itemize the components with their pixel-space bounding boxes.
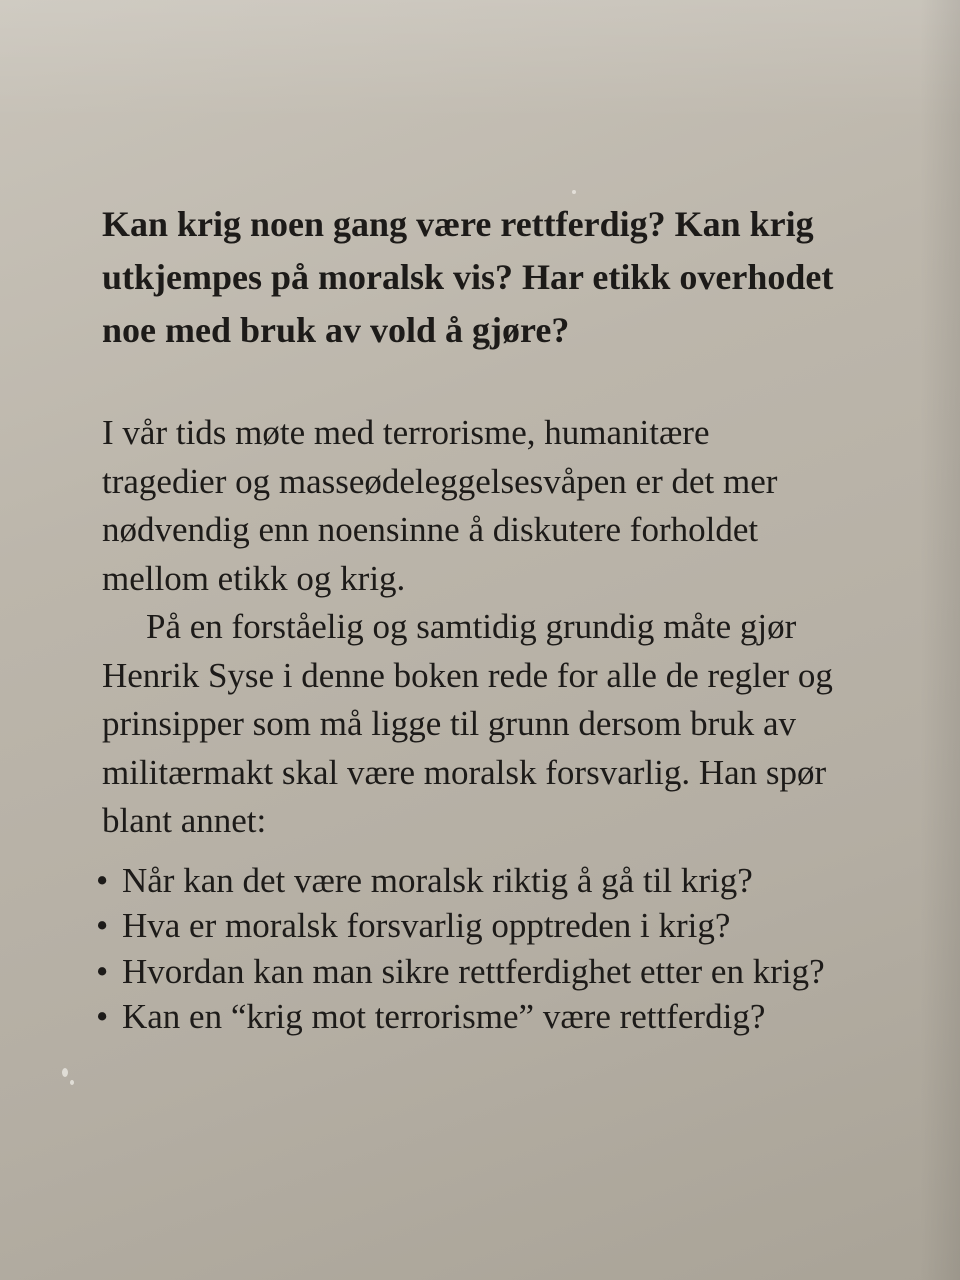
paper-shadow [920,0,960,1280]
list-item [96,949,922,995]
list-item-text: Hvordan kan man sikre rettferdighet etter en krig? [122,951,825,991]
paragraph-line: mellom etikk og krig. [102,558,406,598]
paragraph-intro [102,409,922,603]
paragraph-line: nødvendig enn noensinne å diskutere forholdet [102,510,759,549]
lead-questions [102,198,922,357]
list-item-text: Kan en “krig mot terrorisme” være rettferdig? [122,997,766,1036]
cover-text [96,198,922,1040]
bullet-icon: • [96,906,109,945]
paragraph-line: På en forståelig og samtidig grundig måte gjør [146,607,797,646]
list-item [96,858,922,904]
paper-speck [62,1068,68,1077]
paragraph-line: I vår tids møte med terrorisme, humanitære [102,413,710,452]
bullet-icon: • [96,951,109,991]
list-item-text: Hva er moralsk forsvarlig opptreden i krig? [122,906,731,945]
paper-speck [572,190,576,194]
bullet-icon: • [96,997,109,1036]
paragraph-line: prinsipper som må ligge til grunn dersom bruk av [102,704,797,743]
question-list [96,858,922,1040]
paragraph-line: militærmakt skal være moralsk forsvarlig. Han spør [102,752,827,792]
paragraph-line: blant annet: [102,801,267,840]
list-item [96,994,922,1040]
list-item-text: Når kan det være moralsk riktig å gå til krig? [122,860,753,900]
paragraph-line: Henrik Syse i denne boken rede for alle de regler og [102,655,833,695]
lead-line: utkjempes på moralsk vis? Har etikk overhodet [102,257,834,297]
lead-line: Kan krig noen gang være rettferdig? Kan krig [102,204,814,244]
paper-highlight [0,0,960,120]
paper-speck [70,1080,74,1085]
list-item [96,903,922,949]
bullet-icon: • [96,860,109,900]
paragraph-description [102,603,922,846]
paragraph-line: tragedier og masseødeleggelsesvåpen er det mer [102,461,778,501]
lead-line: noe med bruk av vold å gjøre? [102,310,570,350]
